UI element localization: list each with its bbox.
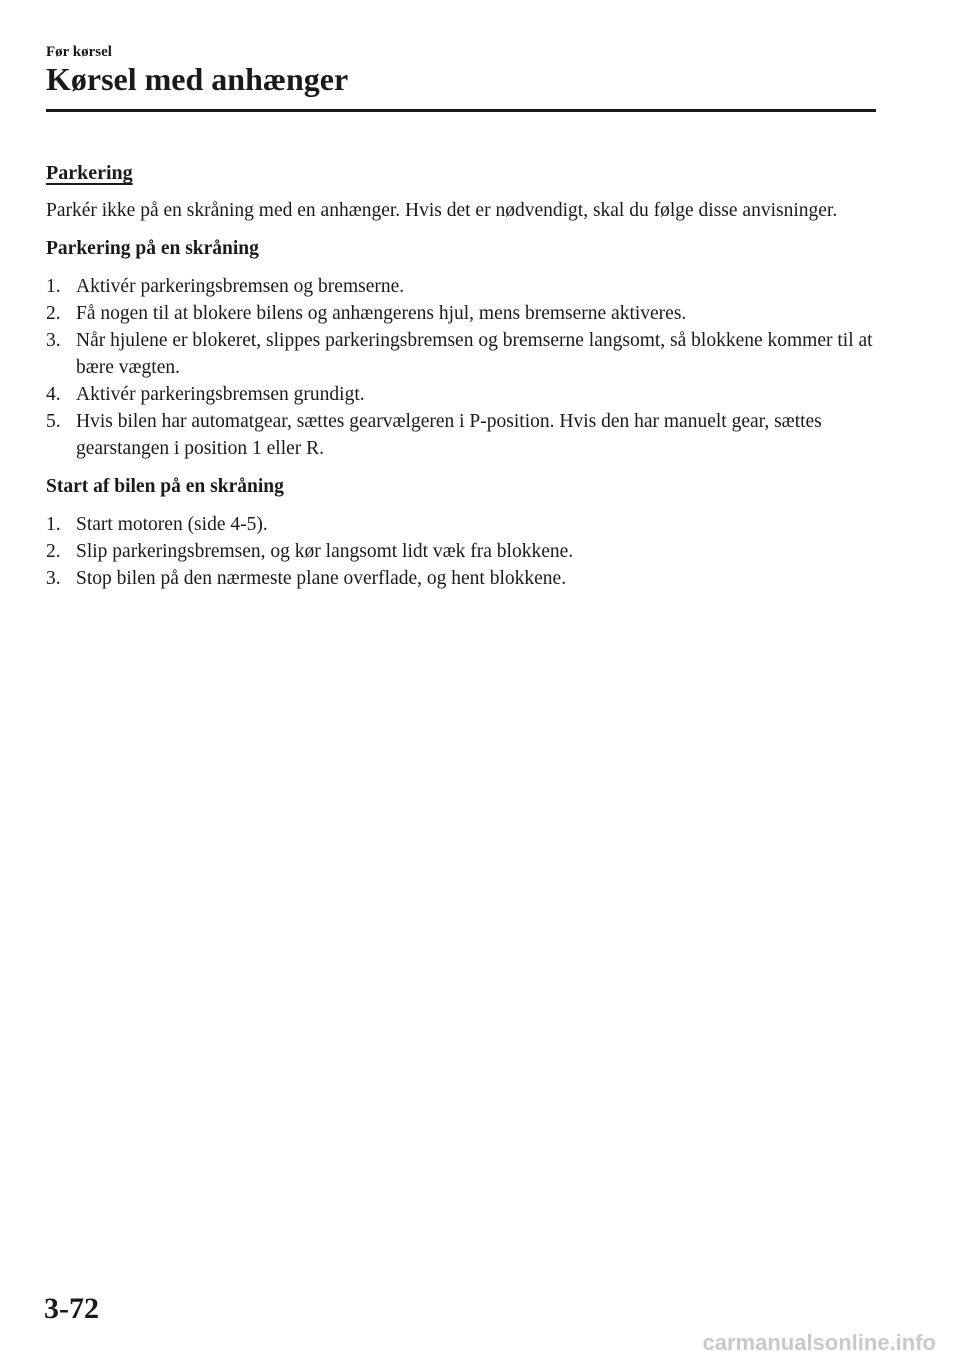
- page-title: Kørsel med anhænger: [46, 61, 349, 97]
- slope-parking-steps: [46, 273, 886, 462]
- watermark: carmanualsonline.info: [702, 1330, 936, 1355]
- slope-start-steps: [46, 511, 886, 592]
- list-item: 2. Få nogen til at blokere bilens og anhængerens hjul, mens bremserne aktiveres.: [46, 303, 687, 324]
- parking-heading: Parkering: [46, 162, 133, 184]
- title-divider: [46, 109, 876, 112]
- list-item: 1. Start motoren (side 4-5).: [46, 514, 268, 535]
- slope-parking-heading: Parkering på en skråning: [46, 238, 259, 259]
- page-number: 3-72: [44, 1292, 99, 1325]
- list-item: 3. Stop bilen på den nærmeste plane overflade, og hent blokkene.: [46, 568, 567, 589]
- slope-start-heading: Start af bilen på en skråning: [46, 476, 284, 497]
- main-content: [46, 160, 886, 603]
- list-item: 3. Når hjulene er blokeret, slippes parkeringsbremsen og bremserne langsomt, så blokkene kommer til at bære vægten.: [46, 330, 873, 378]
- list-item: 2. Slip parkeringsbremsen, og kør langsomt lidt væk fra blokkene.: [46, 541, 574, 562]
- list-item: 4. Aktivér parkeringsbremsen grundigt.: [46, 384, 365, 405]
- list-item: 1. Aktivér parkeringsbremsen og bremserne.: [46, 276, 405, 297]
- intro-paragraph: Parkér ikke på en skråning med en anhænger. Hvis det er nødvendigt, skal du følge disse anvisninger.: [46, 200, 838, 221]
- section-label: Før kørsel: [46, 44, 112, 60]
- list-item: 5. Hvis bilen har automatgear, sættes gearvælgeren i P-position. Hvis den har manuelt gear, sættes gearstangen i position 1 eller R.: [46, 411, 822, 459]
